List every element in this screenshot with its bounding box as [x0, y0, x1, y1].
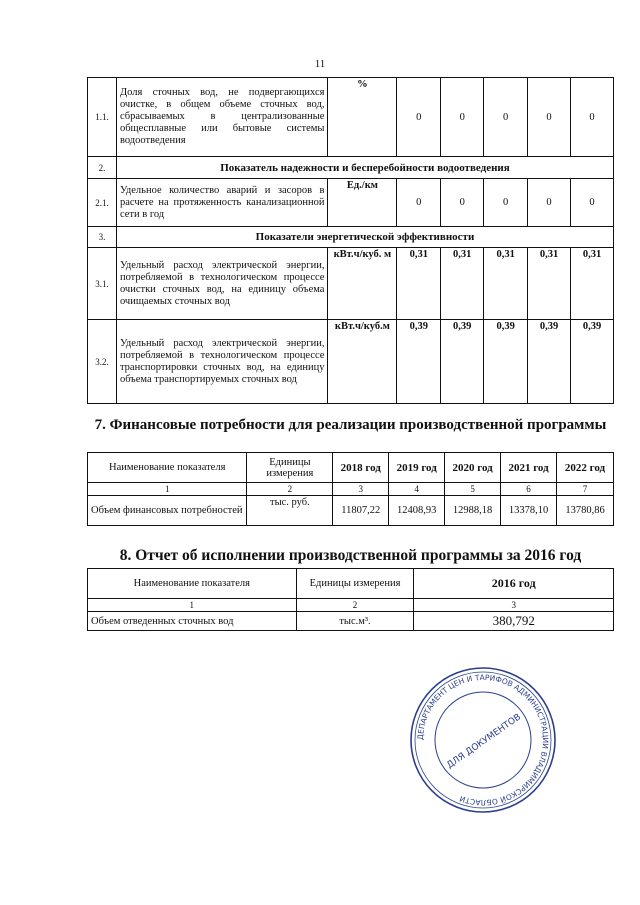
- indicator-value: 0: [441, 179, 484, 227]
- column-header: Единицы измерения: [247, 453, 333, 483]
- indicator-description: Удельный расход электрической энергии, потребляемой в технологическом процессе транспортировки сточных вод, на единицу объема транспортируемых сточных вод: [116, 320, 328, 404]
- column-index: 3: [333, 483, 389, 496]
- official-stamp: [408, 665, 558, 815]
- section-row: [88, 227, 614, 248]
- column-header: Единицы измерения: [296, 569, 414, 599]
- indicator-value: 0: [397, 179, 441, 227]
- row-unit: тыс. руб.: [247, 496, 333, 526]
- indicator-value: 0: [484, 179, 528, 227]
- cell-value: 380,792: [414, 612, 614, 631]
- cell-value: 13780,86: [557, 496, 614, 526]
- table-row: [88, 320, 614, 404]
- table-row: [88, 248, 614, 320]
- table-row: [88, 612, 614, 631]
- row-number: 3.2.: [88, 320, 117, 404]
- indicator-unit: кВт.ч/куб. м: [328, 248, 397, 320]
- column-header: 2020 год: [445, 453, 501, 483]
- table-header-row: [88, 453, 614, 483]
- section-7-title: 7. Финансовые потребности для реализации производственной программы: [94, 417, 607, 433]
- indicator-unit: Ед./км: [328, 179, 397, 227]
- financial-needs-table: [87, 452, 614, 526]
- row-label: Объем отведенных сточных вод: [88, 612, 297, 631]
- report-table: [87, 568, 614, 631]
- column-index: 2: [296, 599, 414, 612]
- column-index: 7: [557, 483, 614, 496]
- indicator-value: 0: [571, 179, 614, 227]
- row-number: 2.: [88, 157, 117, 179]
- table-row: [88, 496, 614, 526]
- indicator-value: 0,31: [397, 248, 441, 320]
- cell-value: 12988,18: [445, 496, 501, 526]
- row-number: 3.1.: [88, 248, 117, 320]
- indicator-value: 0,39: [484, 320, 528, 404]
- index-row: [88, 599, 614, 612]
- section-row: [88, 157, 614, 179]
- section-8-title: 8. Отчет об исполнении производственной программы за 2016 год: [119, 547, 582, 564]
- column-index: 2: [247, 483, 333, 496]
- cell-value: 13378,10: [501, 496, 557, 526]
- table-row: [88, 179, 614, 227]
- indicator-value: 0: [528, 179, 571, 227]
- indicator-value: 0,31: [571, 248, 614, 320]
- indicator-description: Удельный расход электрической энергии, потребляемой в технологическом процессе очистки сточных вод, на единицу объема очищаемых сточных вод: [116, 248, 328, 320]
- column-header: 2022 год: [557, 453, 614, 483]
- indicator-value: 0: [571, 78, 614, 157]
- column-header: Наименование показателя: [88, 453, 247, 483]
- section-title: Показатели энергетической эффективности: [116, 227, 613, 248]
- row-unit: тыс.м³.: [296, 612, 414, 631]
- row-label: Объем финансовых потребностей: [88, 496, 247, 526]
- indicators-table: [87, 77, 614, 404]
- indicator-description: Доля сточных вод, не подвергающихся очистке, в общем объеме сточных вод, сбрасываемых в централизованные общесплавные или бытовые системы водоотведения: [116, 78, 328, 157]
- indicator-unit: кВт.ч/куб.м: [328, 320, 397, 404]
- indicator-value: 0: [528, 78, 571, 157]
- indicator-description: Удельное количество аварий и засоров в расчете на протяженность канализационной сети в год: [116, 179, 328, 227]
- column-header: 2018 год: [333, 453, 389, 483]
- index-row: [88, 483, 614, 496]
- indicator-value: 0,39: [397, 320, 441, 404]
- column-index: 1: [88, 599, 297, 612]
- row-number: 2.1.: [88, 179, 117, 227]
- indicator-value: 0: [484, 78, 528, 157]
- stamp-inner-text: ДЛЯ ДОКУМЕНТОВ: [445, 712, 524, 771]
- indicator-unit: %: [328, 78, 397, 157]
- indicator-value: 0,31: [441, 248, 484, 320]
- column-header: Наименование показателя: [88, 569, 297, 599]
- column-index: 1: [88, 483, 247, 496]
- table-row: [88, 78, 614, 157]
- stamp-outer-text: ДЕПАРТАМЕНТ ЦЕН И ТАРИФОВ АДМИНИСТРАЦИИ ВЛАДИМИРСКОЙ ОБЛАСТИ: [415, 672, 551, 808]
- column-header: 2019 год: [389, 453, 445, 483]
- indicator-value: 0: [397, 78, 441, 157]
- column-header: 2021 год: [501, 453, 557, 483]
- column-index: 3: [414, 599, 614, 612]
- indicator-value: 0: [441, 78, 484, 157]
- indicator-value: 0,31: [484, 248, 528, 320]
- column-header: 2016 год: [414, 569, 614, 599]
- column-index: 5: [445, 483, 501, 496]
- column-index: 4: [389, 483, 445, 496]
- row-number: 1.1.: [88, 78, 117, 157]
- column-index: 6: [501, 483, 557, 496]
- section-title: Показатель надежности и бесперебойности водоотведения: [116, 157, 613, 179]
- row-number: 3.: [88, 227, 117, 248]
- cell-value: 12408,93: [389, 496, 445, 526]
- indicator-value: 0,39: [571, 320, 614, 404]
- page-number: 11: [314, 58, 326, 70]
- indicator-value: 0,39: [441, 320, 484, 404]
- indicator-value: 0,31: [528, 248, 571, 320]
- indicator-value: 0,39: [528, 320, 571, 404]
- cell-value: 11807,22: [333, 496, 389, 526]
- table-header-row: [88, 569, 614, 599]
